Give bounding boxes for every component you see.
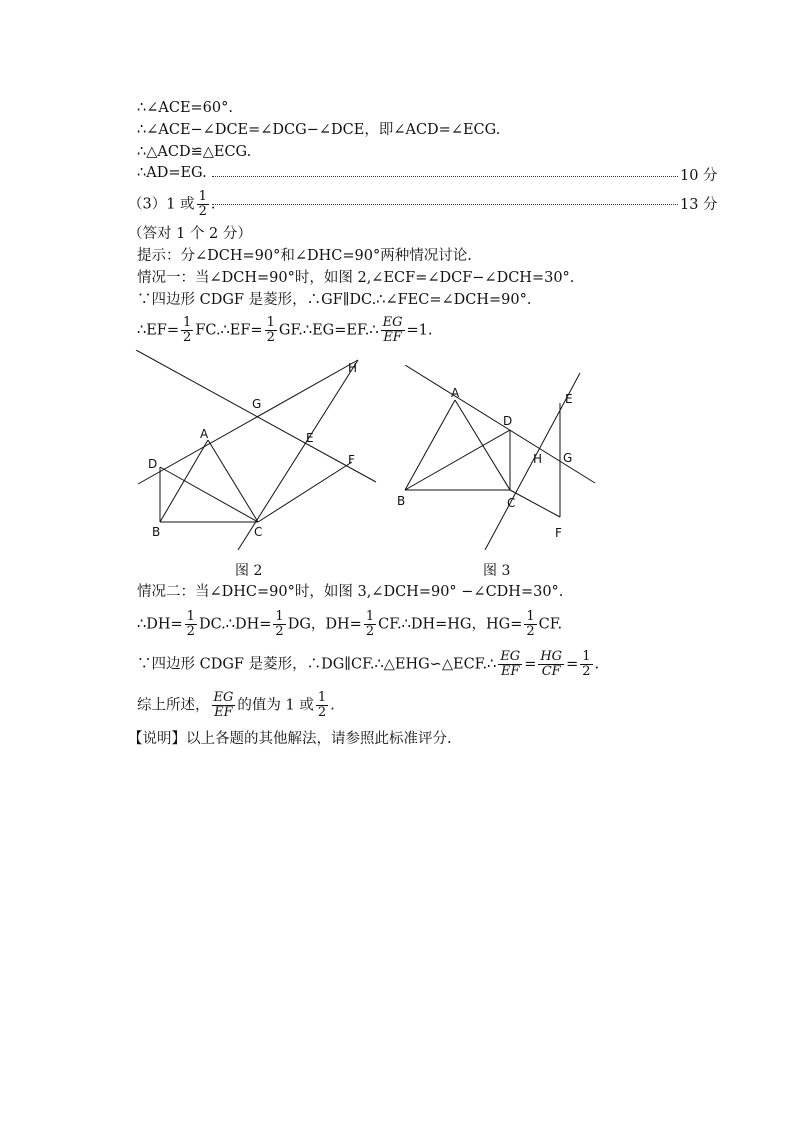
line-similar-triangles: ∵四边形 CDGF 是菱形，∴DG∥CF.∴△EHG∽△ECF.∴ $\frac{EG}{EF}$ = $\frac{HG}{CF}$ = $\frac{1}{2}$ . [137,649,600,679]
fig2-seg-ac [208,440,258,522]
fig3-label-c: C [507,496,516,510]
line-partial-credit: （答对 1 个 2 分） [128,226,252,242]
figure-2 [128,350,388,556]
fraction-half: $\frac{1}{2}$ [526,609,535,639]
figure-2-caption: 图 2 [235,563,263,579]
fig2-seg-dc [160,467,258,522]
line-rhombus-1: ∵四边形 CDGF 是菱形，∴GF∥DC.∴∠FEC=∠DCH=90°. [137,292,532,308]
line-case1: 情况一：当∠DCH=90°时，如图 2,∠ECF=∠DCF−∠DCH=30°. [137,270,575,286]
fig2-label-e: E [306,431,314,445]
fig3-label-e: E [565,392,573,406]
line-ef-relations: ∴EF= $\frac{1}{2}$ FC.∴EF= $\frac{1}{2}$ GF.∴EG=EF.∴ $\frac{EG}{EF}$ =1. [137,315,433,345]
fraction-half: $\frac{1}{2}$ [365,609,375,639]
fraction-half: $\frac{1}{2}$ [183,315,192,345]
part3-prefix: （3）1 或 [128,196,195,213]
score-leader-10 [212,176,678,177]
fig3-label-g: G [563,451,573,465]
line-ad-eg: ∴AD=EG. [137,165,207,181]
fig2-seg-cf [258,462,352,522]
fig3-seg-cf [510,490,560,517]
fraction-eg-ef: $\frac{EG}{EF}$ [500,649,521,679]
figure-3-caption: 图 3 [483,563,511,579]
line-conclusion: 综上所述， $\frac{EG}{EF}$ 的值为 1 或 $\frac{1}{2}$ . [137,690,335,720]
fig3-label-b: B [397,494,406,508]
fraction-half: $\frac{1}{2}$ [317,690,327,720]
line-part3-answer: （3）1 或 $\frac{1}{2}$ . [128,189,216,219]
fraction-eg-ef: $\frac{EG}{EF}$ [213,690,234,720]
figure-3 [395,365,605,550]
fig3-label-h: H [533,452,543,466]
line-angle-ace: ∴∠ACE=60°. [137,100,233,116]
fig2-line-d-h [138,360,358,484]
fraction-hg-cf: $\frac{HG}{CF}$ [540,649,563,679]
line-hint: 提示：分∠DCH=90°和∠DHC=90°两种情况讨论. [137,248,472,264]
score-leader-13 [212,204,678,205]
fig2-label-h: H [348,361,358,375]
line-note: 【说明】以上各题的其他解法，请参照此标准评分. [128,731,452,747]
fraction-half: $\frac{1}{2}$ [275,609,284,639]
score-13: 13 分 [680,197,718,213]
fraction-eg-ef: $\frac{EG}{EF}$ [382,315,403,345]
line-angle-acd-ecg: ∴∠ACE−∠DCE=∠DCG−∠DCE，即∠ACD=∠ECG. [137,122,501,138]
line-congruent: ∴△ACD≌△ECG. [137,144,252,160]
fig3-seg-bd [405,430,510,490]
fig3-label-f: F [555,526,562,540]
fig3-seg-ab [405,400,455,490]
line-case2: 情况二：当∠DHC=90°时，如图 3,∠DCH=90° −∠CDH=30°. [137,584,564,600]
line-dh-relations: ∴DH= $\frac{1}{2}$ DC.∴DH= $\frac{1}{2}$ DG，DH= $\frac{1}{2}$ CF.∴DH=HG，HG= $\frac{1}{2}$ CF. [137,609,563,639]
fig2-label-a: A [200,427,209,441]
fig3-label-d: D [503,414,513,428]
fig3-line-ad-g [405,365,595,483]
score-10: 10 分 [680,168,718,184]
fraction-half: $\frac{1}{2}$ [186,609,195,639]
fig2-label-b: B [152,525,161,539]
fraction-half: $\frac{1}{2}$ [198,189,207,219]
fig2-label-d: D [148,457,158,471]
fig2-label-g: G [252,397,262,411]
fraction-half: $\frac{1}{2}$ [582,649,591,679]
fig3-label-a: A [451,386,460,400]
fraction-half: $\frac{1}{2}$ [266,315,275,345]
fig2-label-f: F [348,453,355,467]
fig2-label-c: C [254,525,263,539]
